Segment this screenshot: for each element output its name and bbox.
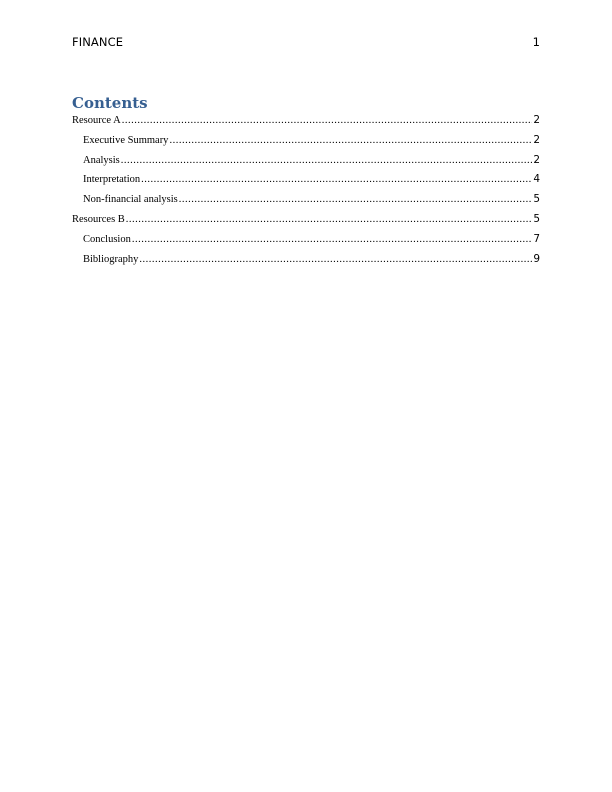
toc-dot-leader xyxy=(132,234,532,245)
toc-entry-label: Analysis xyxy=(83,154,120,166)
toc-entry-label: Resource A xyxy=(72,115,121,126)
toc-dot-leader xyxy=(121,155,533,166)
toc-entry-resource-a[interactable] xyxy=(72,114,540,134)
toc-entry-page: 5 xyxy=(533,212,540,225)
toc-entry-interpretation[interactable] xyxy=(72,173,540,193)
toc-entry-label: Interpretation xyxy=(83,174,141,186)
toc-entry-page: 2 xyxy=(533,133,540,146)
toc-dot-leader xyxy=(141,174,532,185)
toc-dot-leader xyxy=(122,115,533,126)
running-header-page-number: 1 xyxy=(532,35,540,49)
toc-heading: Contents xyxy=(72,94,148,112)
toc-entry-resources-b[interactable] xyxy=(72,213,540,233)
toc-entry-non-financial-analysis[interactable] xyxy=(72,193,540,213)
toc-entry-analysis[interactable] xyxy=(72,154,540,174)
toc-entry-page: 2 xyxy=(533,153,540,166)
toc-entry-page: 9 xyxy=(533,252,540,265)
toc-entry-bibliography[interactable] xyxy=(72,253,540,273)
toc-dot-leader xyxy=(179,194,533,205)
toc-entry-page: 2 xyxy=(533,114,540,126)
toc-entry-conclusion[interactable] xyxy=(72,233,540,253)
toc-entry-label: Executive Summary xyxy=(83,134,169,146)
running-header-title: FINANCE xyxy=(72,35,124,49)
toc-entry-label: Non-financial analysis xyxy=(83,194,178,206)
table-of-contents xyxy=(72,114,540,272)
toc-entry-page: 4 xyxy=(533,173,540,186)
toc-entry-label: Resources B xyxy=(72,213,125,225)
toc-entry-page: 5 xyxy=(533,193,540,206)
toc-entry-executive-summary[interactable] xyxy=(72,134,540,154)
toc-entry-page: 7 xyxy=(533,232,540,245)
toc-dot-leader xyxy=(126,214,533,225)
toc-entry-label: Bibliography xyxy=(83,253,139,265)
toc-entry-label: Conclusion xyxy=(83,233,131,245)
toc-dot-leader xyxy=(139,254,532,265)
toc-dot-leader xyxy=(169,135,532,146)
